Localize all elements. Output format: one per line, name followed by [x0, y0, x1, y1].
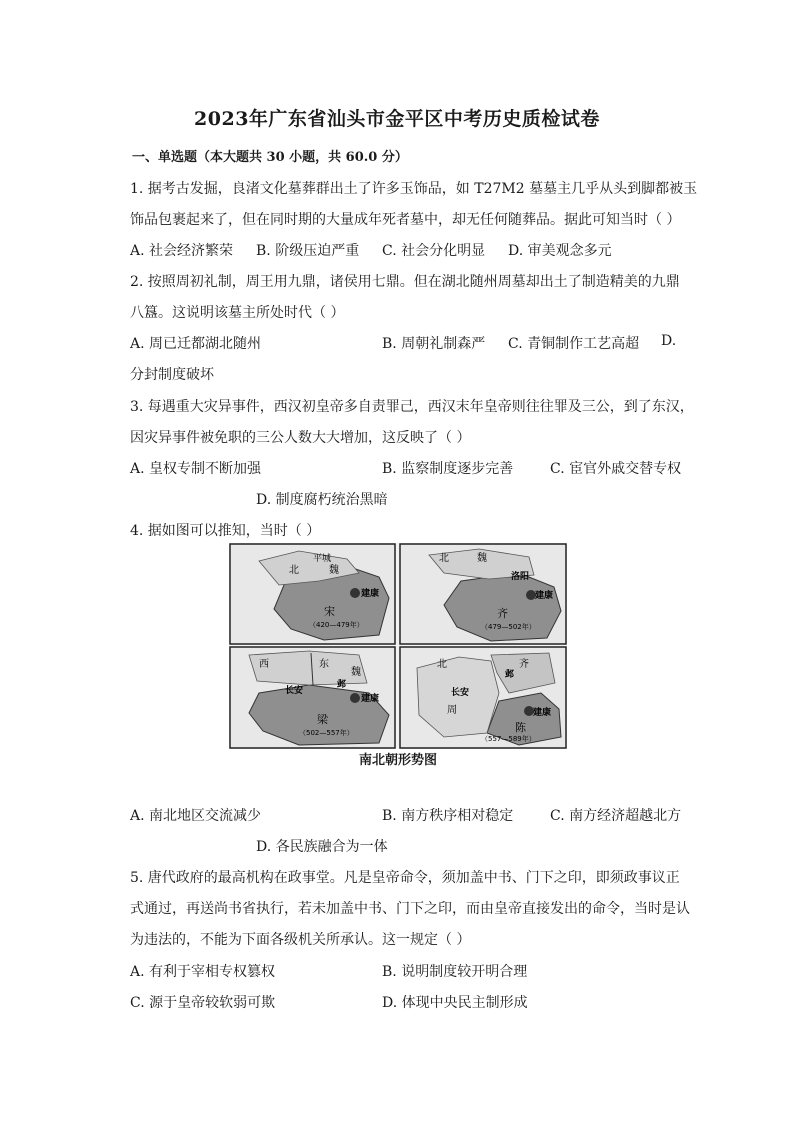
- map-label: 齐: [519, 659, 529, 670]
- map-label: 长安: [285, 686, 304, 696]
- map-label: 邺: [505, 670, 515, 680]
- map-label: 周: [447, 705, 457, 716]
- map-label: 长安: [451, 688, 470, 698]
- q4-option-b[interactable]: B. 南方秩序相对稳定: [382, 808, 514, 824]
- q1-line-2: 饰品包裹起来了，但在同时期的大量成年死者墓中，却无任何随葬品。据此可知当时（ ）: [130, 212, 681, 228]
- southern-northern-dynasties-map: [229, 543, 567, 775]
- map-label: 邺: [337, 680, 347, 690]
- map-label: 建康: [361, 589, 380, 599]
- map-label: 北: [289, 565, 299, 576]
- q5-line-1: 5. 唐代政府的最高机构在政事堂。凡是皇帝命令，须加盖中书、门下之印，即须政事议正: [130, 870, 680, 886]
- q2-option-d-text[interactable]: 分封制度破坏: [130, 367, 214, 383]
- q3-option-a[interactable]: A. 皇权专制不断加强: [130, 461, 262, 477]
- map-label: 北: [437, 659, 447, 670]
- exam-title: 2023年广东省汕头市金平区中考历史质检试卷: [194, 108, 600, 130]
- map-label: 陈: [515, 721, 526, 734]
- q2-option-a[interactable]: A. 周已迁都湖北随州: [130, 336, 262, 352]
- q3-option-b[interactable]: B. 监察制度逐步完善: [382, 461, 514, 477]
- map-label: 建康: [361, 694, 380, 704]
- q3-line-1: 3. 每遇重大灾异事件，西汉初皇帝多自责罪己，西汉末年皇帝则往往罪及三公，到了东汉，: [130, 399, 694, 415]
- q5-line-2: 式通过，再送尚书省执行，若未加盖中书、门下之印，而由皇帝直接发出的命令，当时是认: [130, 901, 690, 917]
- q4-line-1: 4. 据如图可以推知，当时（ ）: [130, 523, 321, 539]
- map-caption: 南北朝形势图: [358, 753, 437, 768]
- q5-line-3: 为违法的，不能为下面各级机关所承认。这一规定（ ）: [130, 932, 471, 948]
- q2-option-b[interactable]: B. 周朝礼制森严: [382, 336, 486, 352]
- map-label: 东: [319, 659, 329, 670]
- map-label: 北: [439, 553, 449, 564]
- map-label: 洛阳: [511, 572, 530, 582]
- q2-option-c[interactable]: C. 青铜制作工艺高超: [508, 336, 640, 352]
- q3-line-2: 因灾异事件被免职的三公人数大大增加，这反映了（ ）: [130, 430, 471, 446]
- map-label: 建康: [533, 708, 552, 718]
- q4-option-d[interactable]: D. 各民族融合为一体: [256, 839, 388, 855]
- map-label: （420—479年）: [309, 621, 364, 629]
- q4-option-a[interactable]: A. 南北地区交流减少: [130, 808, 262, 824]
- q5-option-b[interactable]: B. 说明制度较开明合理: [382, 964, 528, 980]
- map-figure: [229, 543, 567, 749]
- q3-option-c[interactable]: C. 宦官外戚交替专权: [550, 461, 682, 477]
- capital-marker: [350, 693, 360, 703]
- q2-option-d-label[interactable]: D.: [661, 333, 677, 349]
- section-heading: 一、单选题（本大题共 30 小题，共 60.0 分）: [132, 150, 408, 165]
- q5-option-a[interactable]: A. 有利于宰相专权篡权: [130, 964, 276, 980]
- q1-option-b[interactable]: B. 阶级压迫严重: [256, 243, 360, 259]
- q3-option-d[interactable]: D. 制度腐朽统治黑暗: [256, 492, 388, 508]
- map-label: 魏: [477, 553, 487, 564]
- q1-option-a[interactable]: A. 社会经济繁荣: [130, 243, 234, 259]
- q5-option-c[interactable]: C. 源于皇帝较软弱可欺: [130, 995, 276, 1011]
- capital-marker: [350, 588, 360, 598]
- q1-line-1: 1. 据考古发掘，良渚文化墓葬群出土了许多玉饰品，如 T27M2 墓墓主几乎从头到脚都被玉: [130, 181, 698, 197]
- q1-option-d[interactable]: D. 审美观念多元: [508, 243, 612, 259]
- map-label: （557—589年）: [481, 735, 536, 743]
- map-label: 齐: [497, 607, 508, 620]
- q4-option-c[interactable]: C. 南方经济超越北方: [550, 808, 682, 824]
- q1-option-c[interactable]: C. 社会分化明显: [382, 243, 486, 259]
- q2-line-1: 2. 按照周初礼制，周王用九鼎，诸侯用七鼎。但在湖北随州周墓却出土了制造精美的九鼎: [130, 274, 680, 290]
- map-label: 平城: [313, 554, 332, 564]
- q2-line-2: 八簋。这说明该墓主所处时代（ ）: [130, 305, 345, 321]
- map-label: 宋: [324, 605, 335, 618]
- map-label: 建康: [535, 591, 554, 601]
- map-label: 魏: [351, 667, 361, 678]
- map-label: （479—502年）: [481, 623, 536, 631]
- map-label: 西: [259, 659, 269, 670]
- q5-option-d[interactable]: D. 体现中央民主制形成: [382, 995, 528, 1011]
- map-label: 梁: [317, 713, 328, 726]
- map-label: 魏: [329, 565, 339, 576]
- map-label: （502—557年）: [299, 729, 354, 737]
